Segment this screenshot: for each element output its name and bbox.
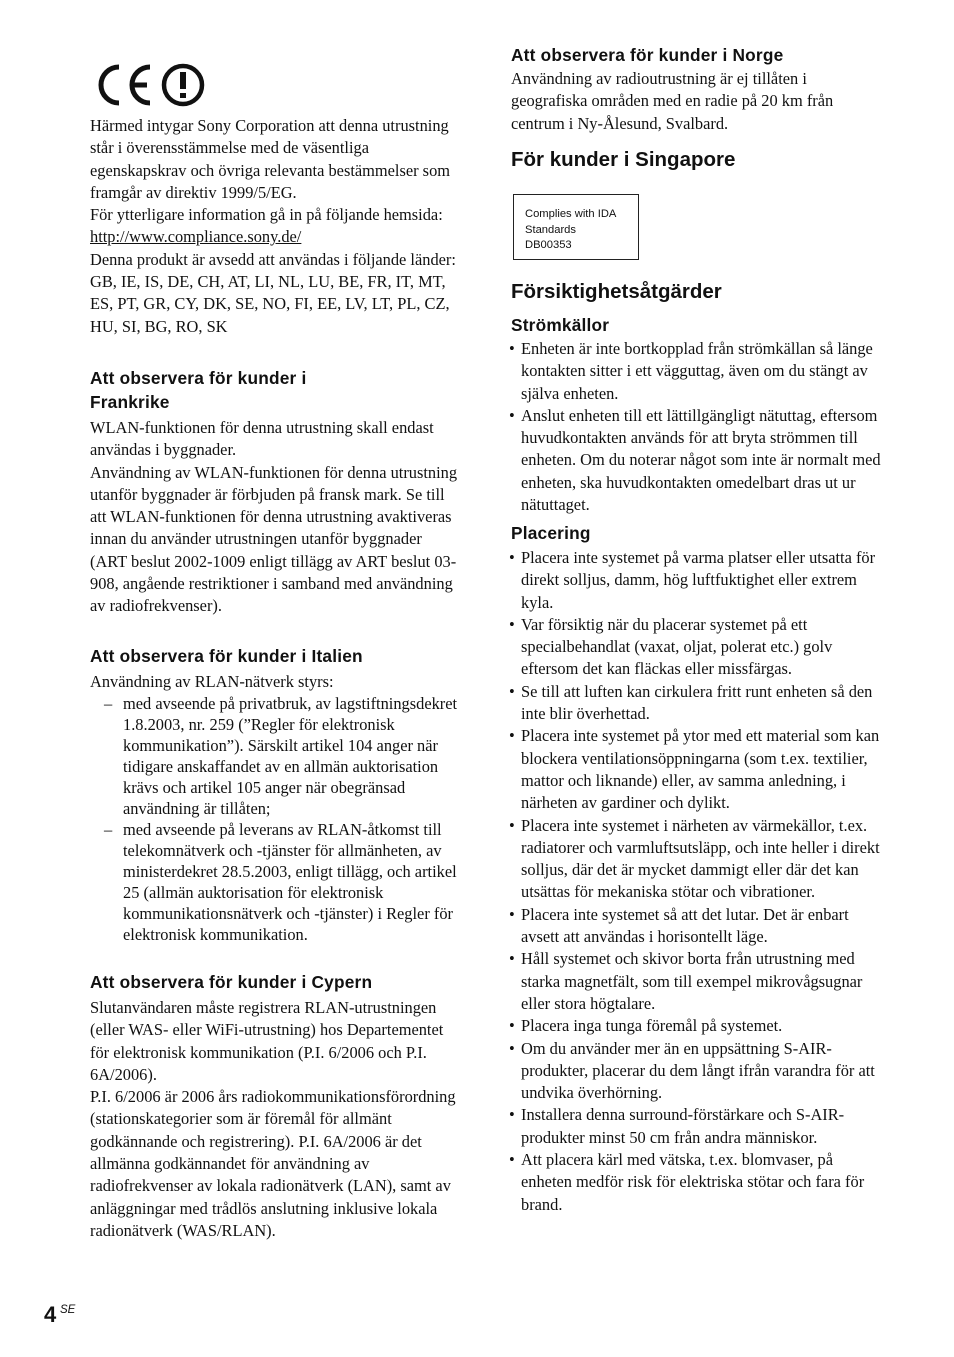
list-item: • Enheten är inte bortkopplad från strömkällan så länge kontakten sitter i ett vägguttag, även om du stängt av själva enheten. (511, 338, 881, 405)
italy-list (90, 693, 460, 945)
norway-para: Användning av radioutrustning är ej tillåten i geografiska områden med en radie på 20 km från centrum i Ny-Ålesund, Svalbard. (511, 69, 834, 133)
list-item: • Att placera kärl med vätska, t.ex. blomvaser, på enheten medför risk för elektriska stötar och fara för brand. (511, 1149, 881, 1216)
compliance-link[interactable]: http://www.compliance.sony.de/ (90, 227, 302, 247)
list-item: – med avseende på leverans av RLAN-åtkomst till telekomnätverk och -tjänster för allmänheten, av ministerdekret 28.5.2003, enligt tillägg, och artikel 25 (allmän auktorisation för elektronisk kommunikationsnätverk och -tjänster) i Regler för elektronisk kommunikation. (90, 819, 460, 945)
placement-heading: Placering (511, 523, 591, 543)
power-heading: Strömkällor (511, 315, 610, 335)
ida-compliance-label (513, 194, 639, 260)
cyprus-para-2: P.I. 6/2006 är 2006 års radiokommunikationsförordning (stationskategorier som är föremål för allmänt godkännande och registrering). P.I. 6A/2006 är det allmänna godkännandet för användning av radiofrekvenser av lokala radionätverk (LAN), samt av anläggningar med trådlös anslutning inklusive lokala radionätverk (WAS/RLAN). (90, 1087, 456, 1240)
italy-intro: Användning av RLAN-nätverk styrs: (90, 672, 334, 691)
list-item: • Anslut enheten till ett lättillgängligt nätuttag, eftersom huvudkontakten används för att bryta strömmen till enheten. Om du noterar något som inte är normalt med enheten, ska huvudkontakten omedelbart dras ut ur nätuttaget. (511, 405, 881, 516)
list-item: • Placera inte systemet på ytor med ett material som kan blockera ventilationsöppningarna (som t.ex. textilier, mattor och liknande) eller, av samma anledning, i närheten av gardiner och dylikt. (511, 725, 881, 814)
ida-label-line: Complies with IDA (525, 208, 617, 220)
list-item: • Installera denna surround-förstärkare och S-AIR-produkter minst 50 cm från andra människor. (511, 1104, 881, 1149)
ida-label-line: Standards (525, 223, 576, 236)
precautions-heading: Försiktighetsåtgärder (511, 280, 722, 303)
list-item: • Placera inte systemet i närheten av värmekällor, t.ex. radiatorer och varmluftsutsläpp, och inte heller i direkt solljus, där det är mycket dammigt eller där det kan utsättas för mekaniska stötar och vibrationer. (511, 815, 881, 904)
singapore-heading: För kunder i Singapore (511, 148, 736, 171)
cyprus-para-1: Slutanvändaren måste registrera RLAN-utrustningen (eller WAS- eller WiFi-utrustning) hos Departementet för elektronisk kommunikation (P.I. 6/2006 och P.I. 6A/2006). (90, 998, 444, 1084)
declaration-text: Härmed intygar Sony Corporation att denna utrustning står i överensstämmelse med de väsentliga egenskapskrav och övriga relevanta bestämmelser som framgår av direktiv 1999/5/EG. (90, 116, 451, 202)
france-heading: Att observera för kunder i Frankrike (90, 368, 307, 412)
list-item: • Placera inte systemet så att det lutar. Det är enbart avsett att användas i horisontellt läge. (511, 904, 881, 949)
ce-alert-mark (92, 62, 207, 108)
list-item: • Var försiktig när du placerar systemet på ett specialbehandlat (vaxat, oljat, polerat etc.) golv eftersom det kan fläckas eller missfärgas. (511, 614, 881, 681)
list-item: • Placera inga tunga föremål på systemet. (511, 1015, 881, 1037)
page-number: 4 (44, 1302, 57, 1327)
countries-list: GB, IE, IS, DE, CH, AT, LI, NL, LU, BE, FR, IT, MT, ES, PT, GR, CY, DK, SE, NO, FI, EE, LV, LT, PL, CZ, HU, SI, BG, RO, SK (90, 272, 450, 336)
france-para-2: Användning av WLAN-funktionen för denna utrustning utanför byggnader är förbjuden på fransk mark. Se till att WLAN-funktionen för denna utrustning avaktiveras innan du använder utrustningen utanför byggnader (ART beslut 2002-1009 enligt tillägg av ART beslut 03-908, angående restriktioner i samband med användning av radiofrekvenser). (90, 462, 458, 616)
page-language-suffix: SE (60, 1304, 76, 1316)
placement-list (511, 547, 881, 1216)
list-item: • Håll systemet och skivor borta från utrustning med starka magnetfält, som till exempel mikrovågsugnar eller stora högtalare. (511, 948, 881, 1015)
france-para-1: WLAN-funktionen för denna utrustning skall endast användas i byggnader. (90, 418, 434, 460)
list-item: – med avseende på privatbruk, av lagstiftningsdekret 1.8.2003, nr. 259 (”Regler för elektronisk kommunikation”). Särskilt artikel 104 anger när tidigare anskaffandet av en allmän auktorisation krävs och artikel 105 anger när obegränsad användning är tillåten; (90, 693, 460, 819)
power-list (511, 338, 881, 516)
list-item: • Se till att luften kan cirkulera fritt runt enheten så den inte blir överhettad. (511, 681, 881, 726)
list-item: • Om du använder mer än en uppsättning S-AIR-produkter, placerar du dem långt ifrån varandra för att undvika överhörning. (511, 1038, 881, 1105)
countries-intro: Denna produkt är avsedd att användas i följande länder: (90, 249, 456, 269)
ida-label-line: DB00353 (525, 239, 572, 251)
cyprus-heading: Att observera för kunder i Cypern (90, 972, 373, 992)
list-item: • Placera inte systemet på varma platser eller utsatta för direkt solljus, damm, hög luftfuktighet eller extrem kyla. (511, 547, 881, 614)
norway-heading: Att observera för kunder i Norge (511, 45, 784, 65)
italy-heading: Att observera för kunder i Italien (90, 646, 363, 666)
more-info-text: För ytterligare information gå in på följande hemsida: http://www.compliance.sony.de/ (90, 205, 443, 247)
